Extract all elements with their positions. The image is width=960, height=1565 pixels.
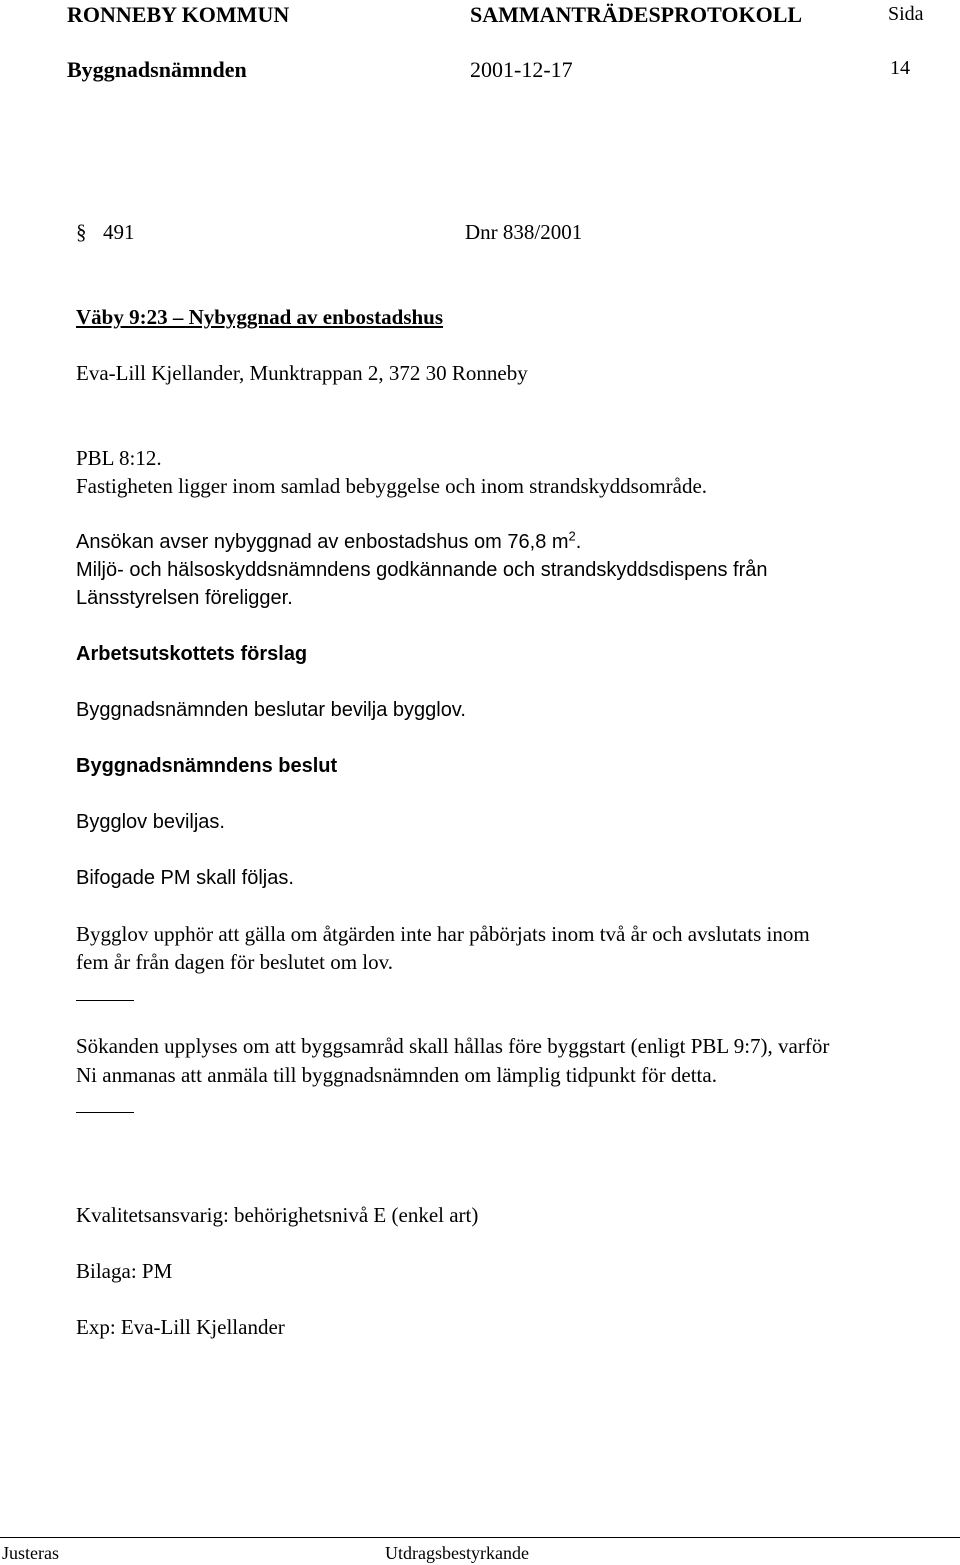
decision-line1: Bygglov beviljas. bbox=[76, 811, 225, 833]
footer-rule bbox=[0, 1537, 960, 1538]
notice-line2: Ni anmanas att anmäla till byggnadsnämnden om lämplig tidpunkt för detta. bbox=[76, 1063, 717, 1087]
divider-1 bbox=[76, 1000, 134, 1001]
quality-responsible: Kvalitetsansvarig: behörighetsnivå E (enkel art) bbox=[76, 1203, 479, 1227]
superscript-2: 2 bbox=[568, 528, 576, 544]
applicant: Eva-Lill Kjellander, Munktrappan 2, 372 30 Ronneby bbox=[76, 361, 528, 385]
paragraph-line bbox=[76, 218, 135, 247]
decision-line2: Bifogade PM skall följas. bbox=[76, 867, 294, 889]
dnr: Dnr 838/2001 bbox=[465, 220, 583, 244]
pbl-ref: PBL 8:12. bbox=[76, 446, 162, 470]
proposal-heading: Arbetsutskottets förslag bbox=[76, 643, 308, 665]
header-date: 2001-12-17 bbox=[470, 57, 573, 82]
attachment: Bilaga: PM bbox=[76, 1259, 173, 1283]
proposal-text: Byggnadsnämnden beslutar bevilja bygglov. bbox=[76, 699, 466, 721]
expedition: Exp: Eva-Lill Kjellander bbox=[76, 1315, 285, 1339]
divider-2 bbox=[76, 1112, 134, 1113]
case-title: Väby 9:23 – Nybyggnad av enbostadshus bbox=[76, 305, 444, 329]
header-page-number: 14 bbox=[890, 57, 910, 79]
header-committee: Byggnadsnämnden bbox=[67, 57, 247, 82]
approval-line2: Länsstyrelsen föreligger. bbox=[76, 587, 293, 609]
approval-line1: Miljö- och hälsoskyddsnämndens godkännande och strandskyddsdispens från bbox=[76, 559, 768, 581]
footer-left: Justeras bbox=[2, 1543, 59, 1563]
header-doc-type: SAMMANTRÄDESPROTOKOLL bbox=[470, 2, 803, 27]
decision-line3b: fem år från dagen för beslutet om lov. bbox=[76, 950, 394, 974]
header-org: RONNEBY KOMMUN bbox=[67, 2, 290, 27]
decision-heading: Byggnadsnämndens beslut bbox=[76, 755, 338, 777]
application-info: Ansökan avser nybyggnad av enbostadshus om 76,8 $m^2$. bbox=[76, 528, 582, 553]
decision-line3a: Bygglov upphör att gälla om åtgärden inte har påbörjats inom två år och avslutats inom bbox=[76, 922, 810, 946]
notice-line1: Sökanden upplyses om att byggsamråd skall hållas före byggstart (enligt PBL 9:7), varför bbox=[76, 1034, 830, 1058]
section-symbol: § bbox=[76, 220, 87, 244]
header-page-label: Sida bbox=[888, 3, 924, 25]
footer-right: Utdragsbestyrkande bbox=[385, 1543, 529, 1563]
property-info: Fastigheten ligger inom samlad bebyggelse och inom strandskyddsområde. bbox=[76, 474, 708, 498]
paragraph-number: 491 bbox=[103, 220, 135, 244]
